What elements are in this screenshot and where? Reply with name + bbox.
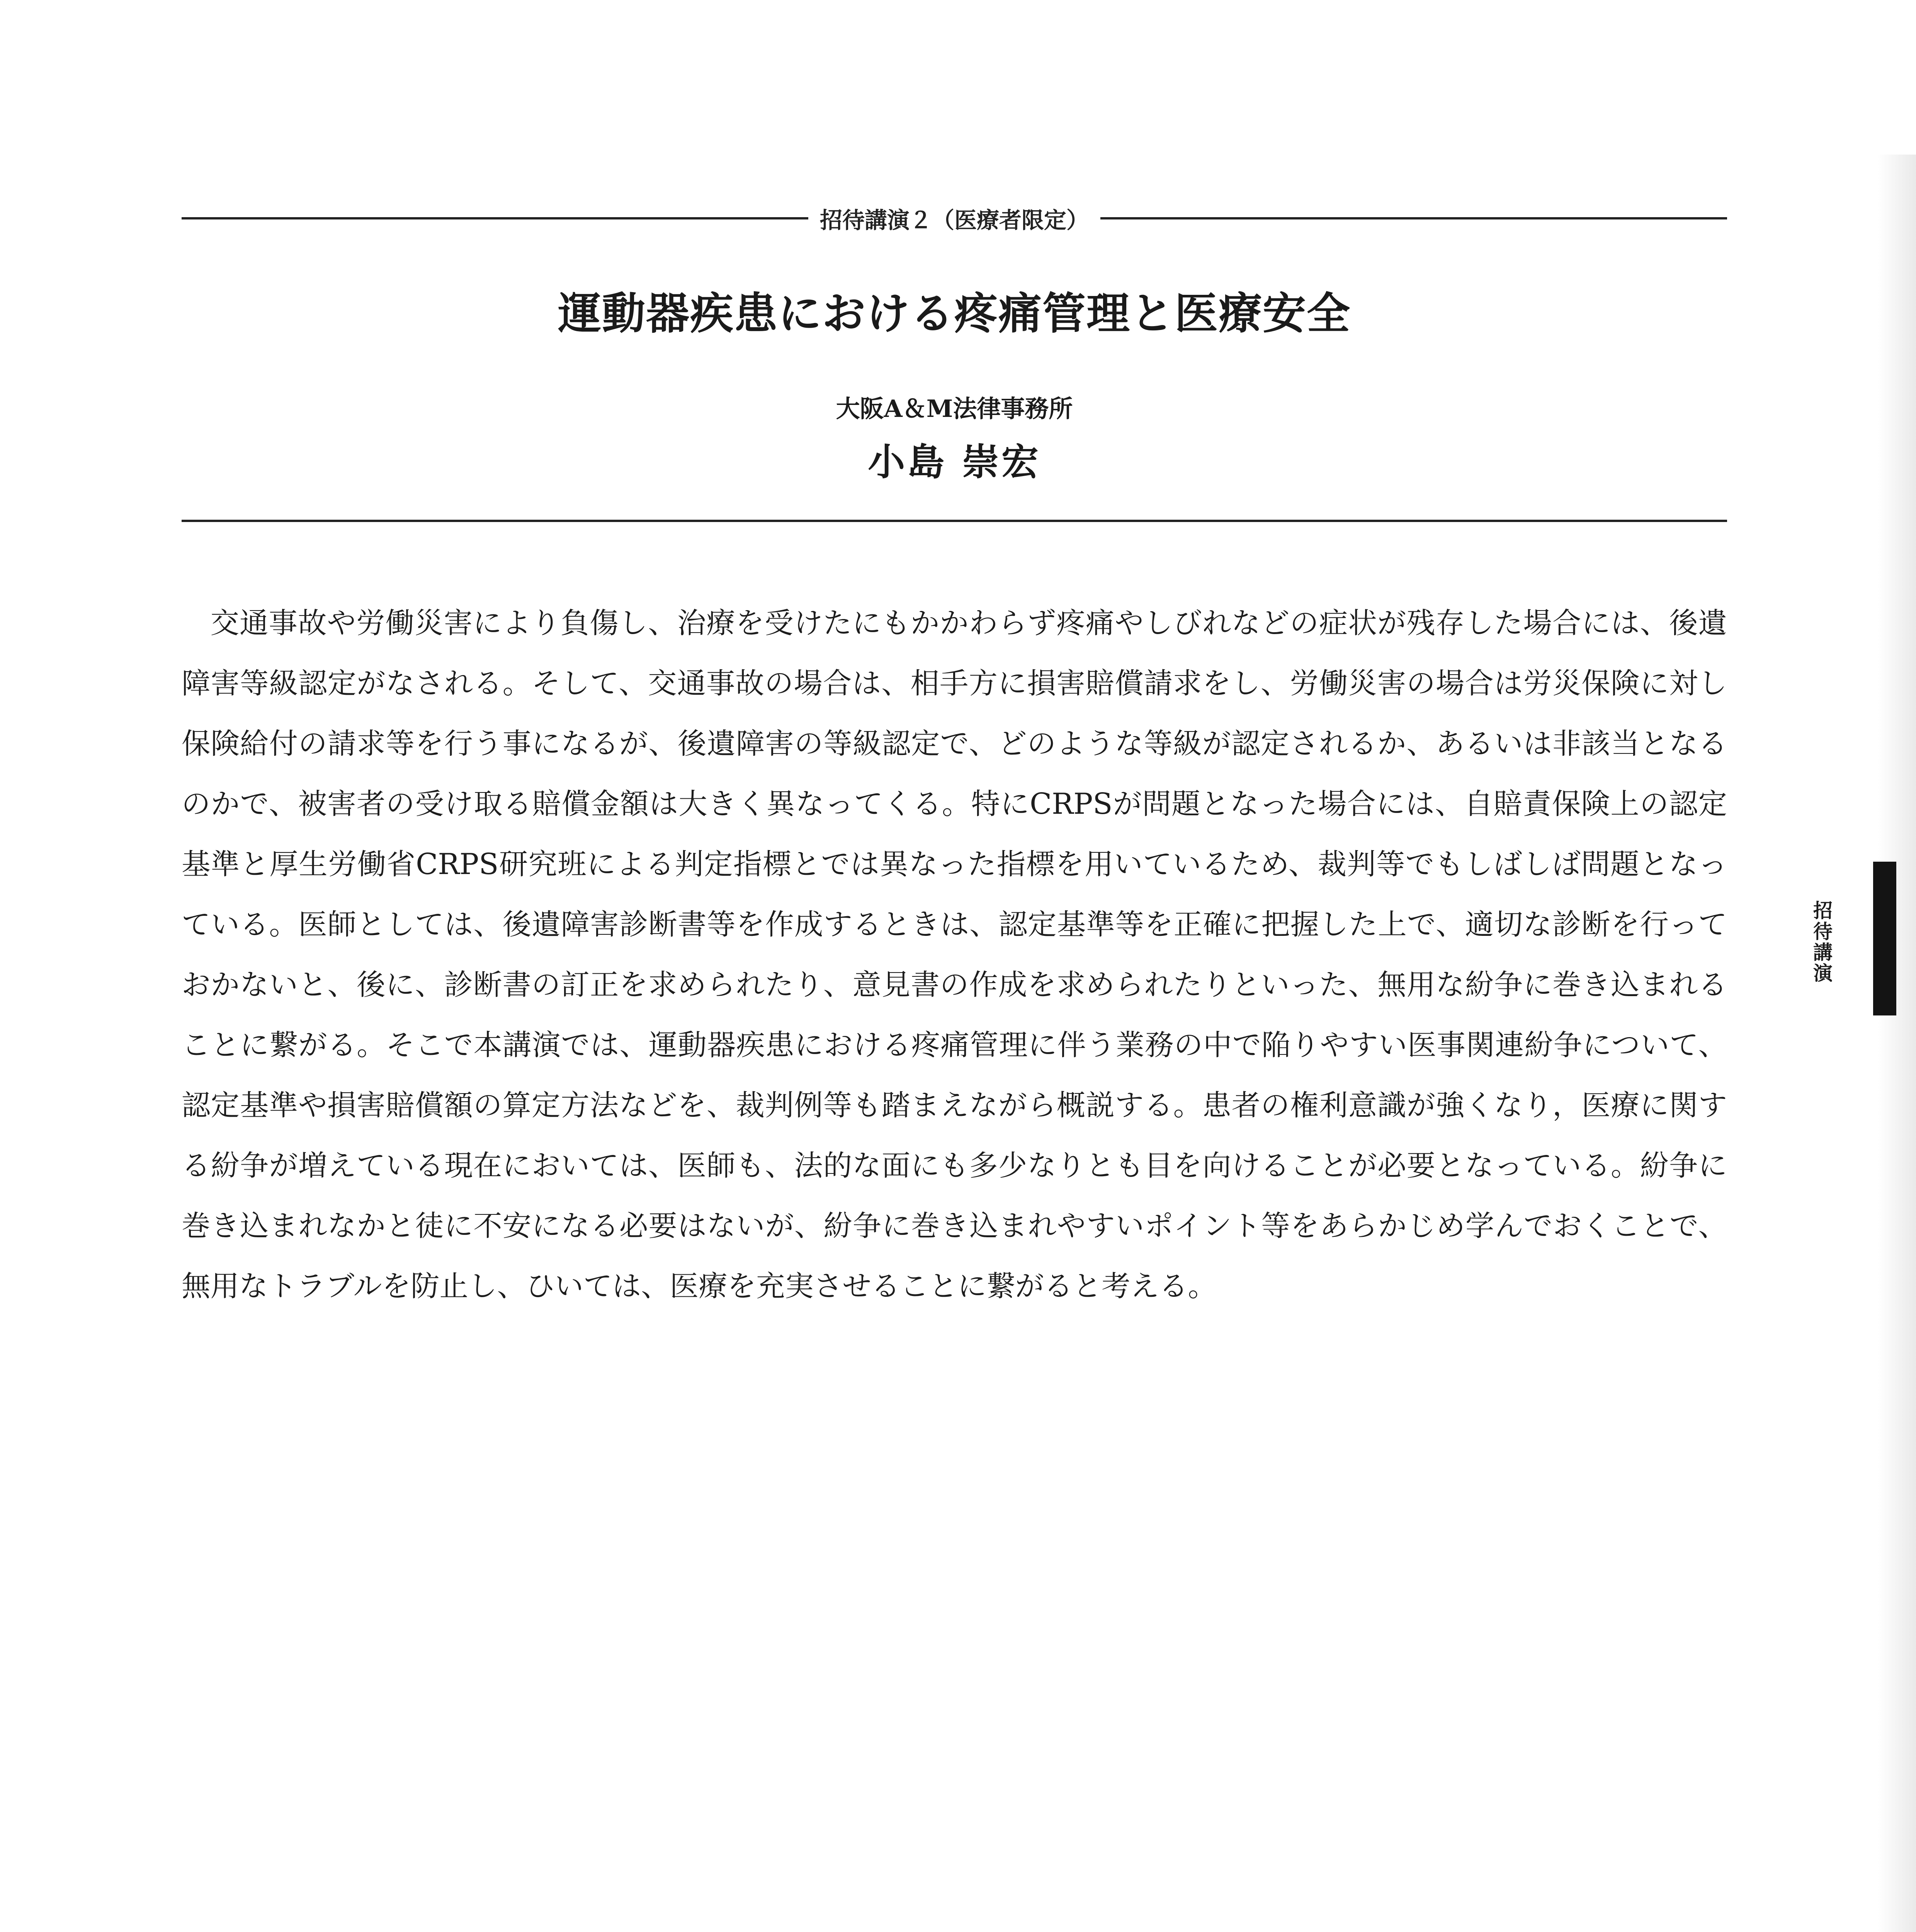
author-affiliation: 大阪A＆M法律事務所 [836, 395, 1073, 423]
section-header-label: 招待講演２（医療者限定） [820, 207, 1089, 233]
scan-edge-shadow [1878, 155, 1916, 1932]
header-divider [182, 520, 1727, 522]
side-tab-label: 招待講演 [1810, 900, 1833, 984]
article-title: 運動器疾患における疼痛管理と医療安全 [558, 288, 1351, 339]
section-header-left-rule [182, 217, 808, 219]
section-header [182, 199, 1727, 238]
section-header-right-rule [1100, 217, 1727, 219]
abstract-body: 交通事故や労働災害により負傷し、治療を受けたにもかかわらず疼痛やしびれなどの症状が残存した場合には、後遺障害等級認定がなされる。そして、交通事故の場合は、相手方に損害賠償請求をし、労働災害の場合は労災保険に対し保険給付の請求等を行う事になるが、後遺障害の等級認定で、どのような等級が認定されるか、あるいは非該当となるのかで、被害者の受け取る賠償金額は大きく異なってくる。特にCRPSが問題となった場合には、自賠責保険上の認定基準と厚生労働省CRPS研究班による判定指標とでは異なった指標を用いているため、裁判等でもしばしば問題となっている。医師としては、後遺障害診断書等を作成するときは、認定基準等を正確に把握した上で、適切な診断を行っておかないと、後に、診断書の訂正を求められたり、意見書の作成を求められたりといった、無用な紛争に巻き込まれることに繋がる。そこで本講演では、運動器疾患における疼痛管理に伴う業務の中で陥りやすい医事関連紛争について、認定基準や損害賠償額の算定方法などを、裁判例等も踏まえながら概説する。患者の権利意識が強くなり，医療に関する紛争が増えている現在においては、医師も、法的な面にも多少なりとも目を向けることが必要となっている。紛争に巻き込まれなかと徒に不安になる必要はないが、紛争に巻き込まれやすいポイント等をあらかじめ学んでおくことで、無用なトラブルを防止し、ひいては、医療を充実させることに繋がると考える。 [182, 606, 1727, 1303]
author-name: 小島 崇宏 [868, 440, 1041, 484]
side-tab-marker [1873, 862, 1896, 1015]
